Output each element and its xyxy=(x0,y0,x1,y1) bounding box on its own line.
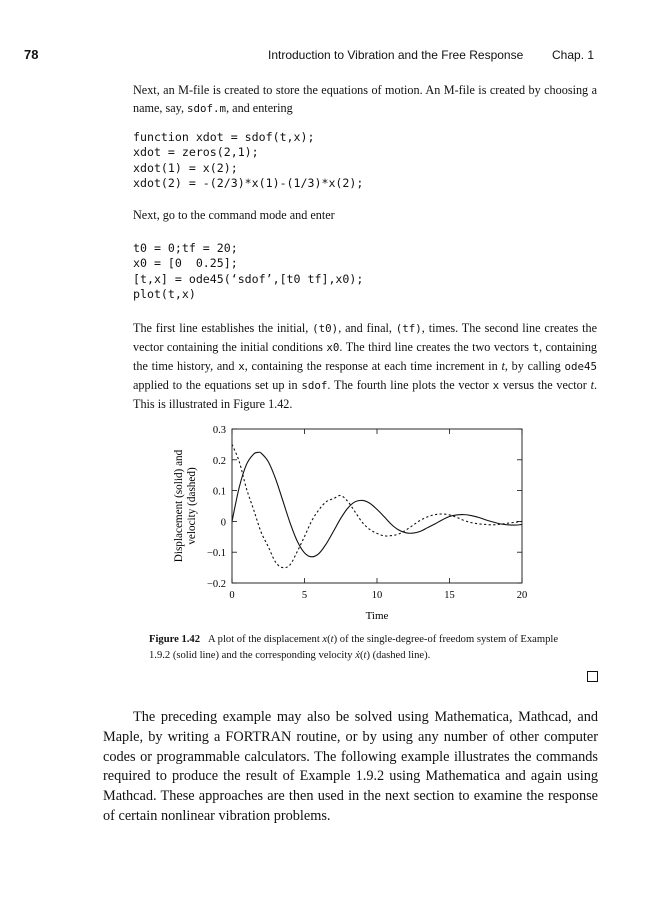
chapter-label: Chap. 1 xyxy=(552,48,595,62)
paragraph-command: Next, go to the command mode and enter xyxy=(133,208,335,222)
x-axis-label: Time xyxy=(365,610,389,622)
figure-caption: Figure 1.42 A plot of the displacement x(t) of the single-degree-of freedom system of Example 1.9.2 (solid line) and the corresponding velocity ẋ(t) (dashed line). xyxy=(149,634,559,661)
inline-code: ode45 xyxy=(564,360,597,373)
running-head: Introduction to Vibration and the Free Response xyxy=(268,48,524,62)
axes xyxy=(207,425,527,601)
paragraph-mfile: Next, an M-file is created to store the equations of motion. An M-file is created by choosing a name, say, sdof.m, and entering xyxy=(133,83,597,115)
x-tick-label: 15 xyxy=(444,590,455,601)
y-tick-label: 0.3 xyxy=(212,425,226,436)
y-axis-label-line1: Displacement (solid) and xyxy=(173,449,185,563)
italic-var: t xyxy=(590,378,594,392)
code-line: xdot = zeros(2,1); xyxy=(133,145,259,160)
code-line: xdot(1) = x(2); xyxy=(133,160,238,175)
y-tick-label: −0.1 xyxy=(206,548,226,560)
velocity-line xyxy=(232,444,522,567)
inline-code: (tf) xyxy=(395,322,422,335)
paragraph-closing: The preceding example may also be solved using Mathematica, Mathcad, and Maple, by writing a FORTRAN routine, or by using any number of other computer codes or programmable calculators. The following example illustrates the commands required to produce the result of Example 1.9.2 using Mathematica and again using Mathcad. These approaches are then used in the next section to examine the response of certain nonlinear vibration problems. xyxy=(103,709,598,824)
y-tick-label: −0.2 xyxy=(206,579,226,590)
inline-code: sdof.m xyxy=(187,102,227,115)
end-of-example-marker xyxy=(587,671,598,682)
x-tick-label: 20 xyxy=(516,590,528,601)
code-line: t0 = 0;tf = 20; xyxy=(133,241,238,255)
x-tick-label: 5 xyxy=(301,590,308,601)
inline-code: x xyxy=(238,360,245,373)
code-line: x0 = [0 0.25]; xyxy=(133,256,238,271)
y-axis-label-line2: velocity (dashed) xyxy=(186,467,198,545)
inline-code: x0 xyxy=(326,341,340,354)
inline-code: (t0) xyxy=(312,322,339,335)
x-tick-label: 10 xyxy=(371,590,383,601)
inline-code: x xyxy=(492,379,500,392)
inline-code: t xyxy=(532,341,540,354)
series xyxy=(232,444,522,567)
inline-code: sdof xyxy=(301,379,328,392)
code-line: plot(t,x) xyxy=(133,286,196,301)
code-line: function xdot = sdof(t,x); xyxy=(133,130,315,144)
code-line: xdot(2) = -(2/3)*x(1)-(1/3)*x(2); xyxy=(133,175,364,190)
code-line: [t,x] = ode45(‘sdof’,[t0 tf],x0); xyxy=(133,271,364,286)
figure-label: Figure 1.42 xyxy=(149,634,201,645)
y-tick-label: 0.2 xyxy=(212,455,226,467)
x-tick-label: 0 xyxy=(229,590,235,601)
plot-frame xyxy=(232,429,522,583)
y-tick-label: 0.1 xyxy=(212,486,226,498)
italic-var: t xyxy=(501,359,505,373)
displacement-line xyxy=(232,452,522,557)
y-tick-label: 0 xyxy=(220,517,226,529)
paragraph-explanation: The first line establishes the initial, (t0), and final, (tf), times. The second line creates the vector containing the initial conditions x0. The third line creates the two vectors t, containing the time history, and x, containing the response at each time increment in t, by calling ode45 applied to the equations set up in sdof. The fourth line plots the vector x versus the vector t. This is illustrated in Figure 1.42. xyxy=(133,321,598,411)
page-number: 78 xyxy=(24,47,39,62)
